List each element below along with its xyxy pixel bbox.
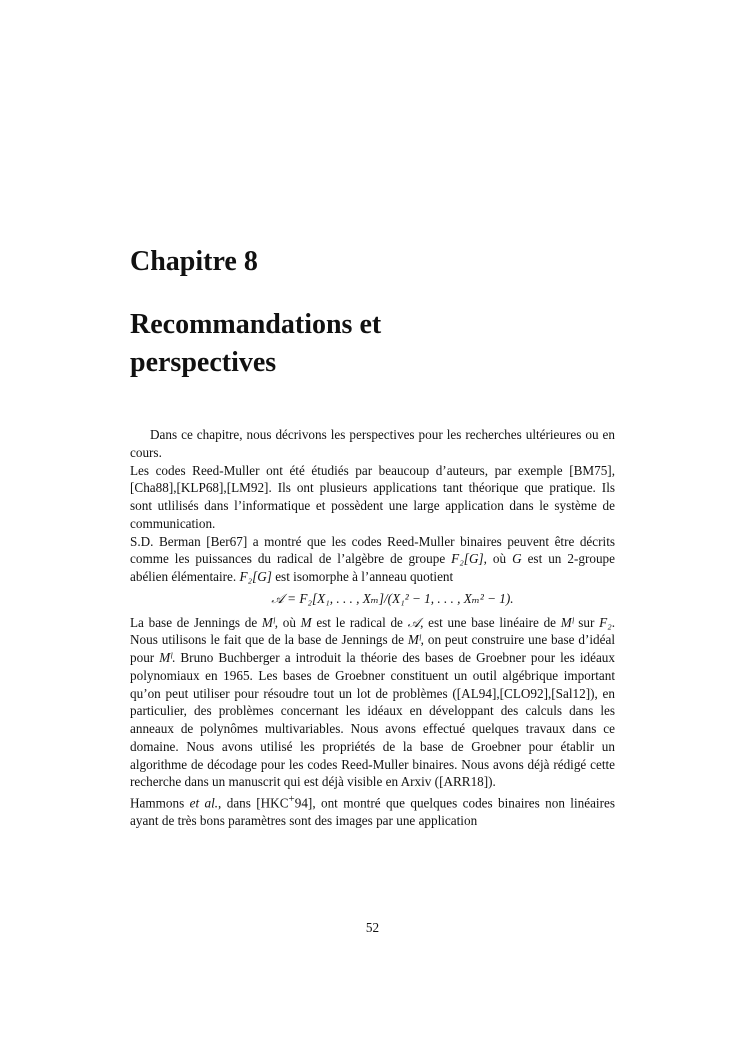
paragraph-jennings [130,614,615,792]
chapter-title [130,306,381,382]
citation-plus: + [288,793,295,805]
math-a: 𝒜 [407,614,421,630]
body-text [130,426,615,830]
text-segment: , où [274,614,301,630]
text-segment: Hammons [130,795,190,811]
chapter-title-line2: perspectives [130,347,277,378]
paragraph-hammons [130,791,615,830]
math-f2: F₂ [599,614,612,630]
paragraph-reed-muller: Les codes Reed-Muller ont été étudiés par beaucoup d’auteurs, par exemple [BM75],[Cha88],[KLP68],[LM92]. Ils ont plusieurs applications tant théorique que pratique. Ils sont utlilisés dans l’informatique et possèdent une large application dans le système de communication. [130,462,615,531]
math-ml: Mˡ [159,650,173,665]
text-segment: , on peut construire une base d’idéal pour [130,632,615,665]
text-segment: , est une base linéaire de [420,614,561,630]
chapter-title-line1: Recommandations et [130,309,382,340]
text-segment: 94], ont montré que quelques codes binaires non linéaires ayant de très bons paramètres sont des images par une application [130,795,615,829]
paragraph-intro: Dans ce chapitre, nous décrivons les perspectives pour les recherches ultérieures ou en cours. [130,427,615,460]
text-segment: est un 2-groupe abélien élémentaire. [130,551,615,584]
math-f2g: F₂[G] [239,569,272,584]
formula-quotient-ring: 𝒜 = F₂[X₁, . . . , Xₘ]/(X₁² − 1, . . . , Xₘ² − 1). [271,590,514,606]
text-segment: . Nous utilisons le fait que de la base de Jennings de [130,614,615,648]
math-ml: Mˡ [407,632,421,648]
paragraph-berman [130,533,615,586]
text-et-al: et al. [189,795,219,811]
text-segment: , où [483,551,513,567]
math-ml: Mˡ [560,614,574,630]
text-segment: sur [573,614,600,630]
math-ml: Mˡ [261,614,275,630]
math-g: G [512,551,522,567]
text-segment: est isomorphe à l’anneau quotient [271,569,454,584]
math-m: M [300,614,312,630]
text-segment: S.D. Berman [Ber67] a montré que les codes Reed-Muller binaires peuvent être décrits comme les puissances du radical de l’algèbre de groupe [130,533,615,567]
math-f2g: F₂[G] [451,551,484,567]
text-segment: La base de Jennings de [130,614,262,630]
citation-hkc: , dans [HKC [218,795,289,811]
chapter-label: Chapitre 8 [130,246,258,277]
page-number: 52 [365,920,380,935]
text-segment: est le radical de [311,614,408,630]
text-segment: . Bruno Buchberger a introduit la théorie des bases de Groebner pour les idéaux polynomiaux en 1965. Les bases de Groebner constituent un outil algébrique important qu’on peut utiliser pour résoudre tout un lot de problèmes ([AL94],[CLO92],[Sal12]), en particulier, des problèmes concernant les idéaux en développant des calculs dans les anneaux de polynômes multivariables. Nous avons effectué quelques travaux dans ce domaine. Nous avons utilisé les propriétés de la base de Groebner pour établir un algorithme de décodage pour les codes Reed-Muller binaires. Nous avons déjà rédigé cette recherche dans un manuscrit qui est déjà visible en Arxiv ([ARR18]). [130,650,615,790]
